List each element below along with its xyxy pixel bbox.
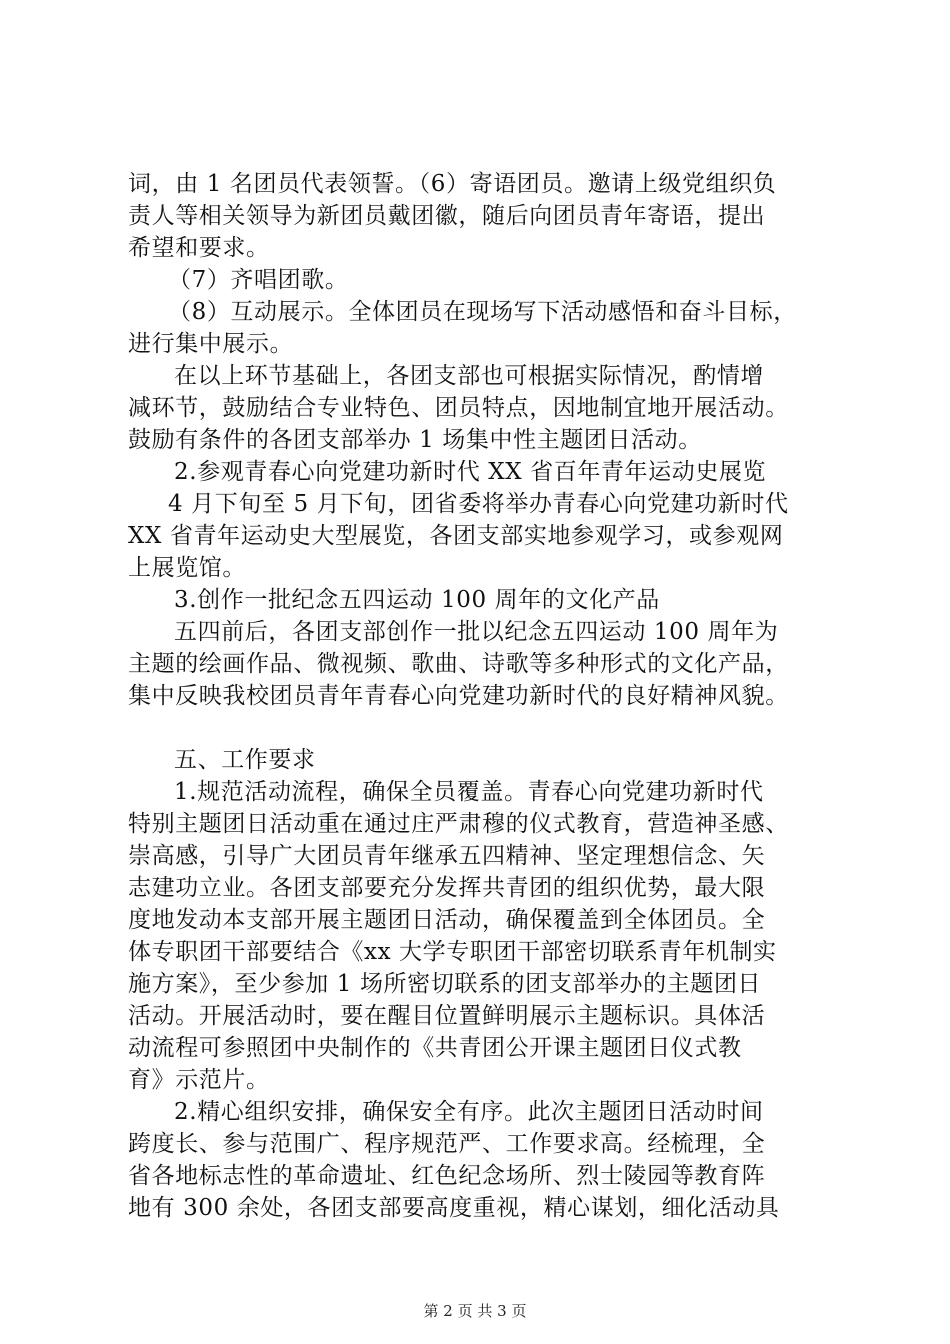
section-heading-five: 五、工作要求 bbox=[174, 747, 316, 773]
paragraph-start: 2.精心组织安排，确保安全有序。此次主题团日活动时间 bbox=[174, 1099, 764, 1125]
paragraph-start: 4 月下旬至 5 月下旬，团省委将举办青春心向党建功新时代 bbox=[168, 491, 789, 517]
text-line: 词，由 1 名团员代表领誓。（6）寄语团员。邀请上级党组织负 bbox=[128, 171, 777, 197]
text-line: 希望和要求。 bbox=[128, 235, 270, 261]
paragraph-start: 五四前后，各团支部创作一批以纪念五四运动 100 周年为 bbox=[174, 619, 779, 645]
text-line: 崇高感，引导广大团员青年继承五四精神、坚定理想信念、矢 bbox=[128, 843, 766, 869]
text-line: 特别主题团日活动重在通过庄严肃穆的仪式教育，营造神圣感、 bbox=[128, 811, 789, 837]
text-line: 施方案》，至少参加 1 场所密切联系的团支部举办的主题团日 bbox=[128, 971, 762, 997]
text-line: 育》示范片。 bbox=[128, 1067, 270, 1093]
text-line: 责人等相关领导为新团员戴团徽，随后向团员青年寄语，提出 bbox=[128, 203, 766, 229]
text-line: 地有 300 余处，各团支部要高度重视，精心谋划，细化活动具 bbox=[128, 1195, 780, 1221]
paragraph-start: 1.规范活动流程，确保全员覆盖。青春心向党建功新时代 bbox=[174, 779, 764, 805]
text-line: 省各地标志性的革命遗址、红色纪念场所、烈士陵园等教育阵 bbox=[128, 1163, 766, 1189]
text-line: 动流程可参照团中央制作的《共青团公开课主题团日仪式教 bbox=[128, 1035, 742, 1061]
blank-line bbox=[128, 712, 833, 744]
text-line: 活动。开展活动时，要在醒目位置鲜明展示主题标识。具体活 bbox=[128, 1003, 766, 1029]
text-line: 集中反映我校团员青年青春心向党建功新时代的良好精神风貌。 bbox=[128, 683, 789, 709]
paragraph-start: 在以上环节基础上，各团支部也可根据实际情况，酌情增 bbox=[174, 363, 764, 389]
text-line: 度地发动本支部开展主题团日活动，确保覆盖到全体团员。全 bbox=[128, 907, 766, 933]
text-line: 志建功立业。各团支部要充分发挥共青团的组织优势，最大限 bbox=[128, 875, 766, 901]
page-footer bbox=[0, 1301, 950, 1321]
document-body bbox=[128, 168, 833, 1224]
section-heading-3: 3.创作一批纪念五四运动 100 周年的文化产品 bbox=[174, 587, 660, 613]
page-number: 第 2 页 共 3 页 bbox=[423, 1302, 527, 1320]
text-line: 主题的绘画作品、微视频、歌曲、诗歌等多种形式的文化产品， bbox=[128, 651, 789, 677]
list-item-7: （7）齐唱团歌。 bbox=[168, 267, 349, 293]
text-line: 鼓励有条件的各团支部举办 1 场集中性主题团日活动。 bbox=[128, 427, 702, 453]
text-line: XX 省青年运动史大型展览，各团支部实地参观学习，或参观网 bbox=[128, 523, 784, 549]
text-line: 进行集中展示。 bbox=[128, 331, 294, 357]
section-heading-2: 2.参观青春心向党建功新时代 XX 省百年青年运动史展览 bbox=[174, 459, 767, 485]
list-item-8: （8）互动展示。全体团员在现场写下活动感悟和奋斗目标， bbox=[168, 299, 797, 325]
text-line: 跨度长、参与范围广、程序规范严、工作要求高。经梳理，全 bbox=[128, 1131, 766, 1157]
text-line: 上展览馆。 bbox=[128, 555, 246, 581]
text-line: 减环节，鼓励结合专业特色、团员特点，因地制宜地开展活动。 bbox=[128, 395, 789, 421]
text-line: 体专职团干部要结合《xx 大学专职团干部密切联系青年机制实 bbox=[128, 939, 777, 965]
